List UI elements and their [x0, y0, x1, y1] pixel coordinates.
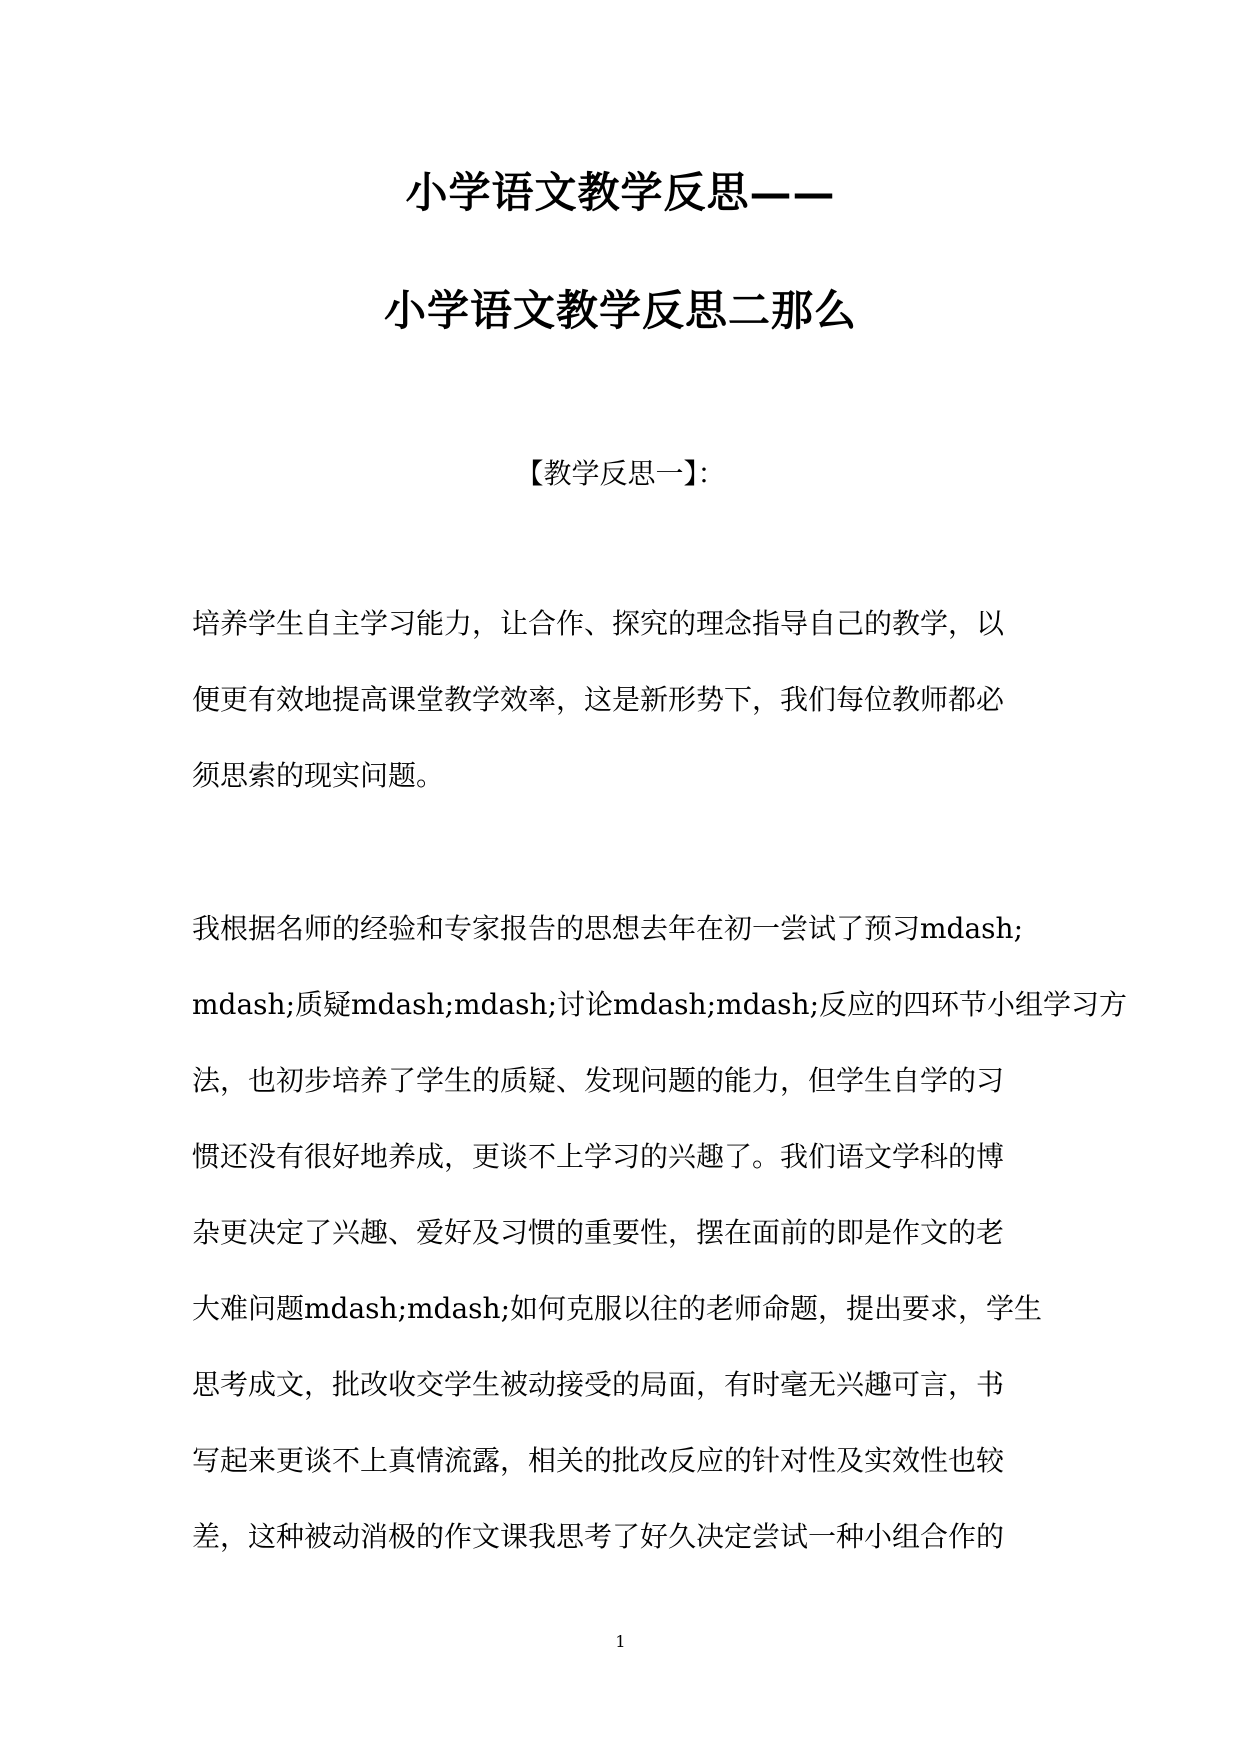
paragraph-line: 便更有效地提高课堂教学效率，这是新形势下，我们每位教师都必: [192, 683, 1005, 716]
document-title-line-1: 小学语文教学反思——: [405, 168, 836, 217]
paragraph-line: 差，这种被动消极的作文课我思考了好久决定尝试一种小组合作的: [192, 1520, 1005, 1553]
paragraph-line: 培养学生自主学习能力，让合作、探究的理念指导自己的教学，以: [192, 607, 1005, 640]
paragraph-line: mdash;质疑mdash;mdash;讨论mdash;mdash;反应的四环节小组学习方: [192, 988, 1128, 1021]
paragraph-line: 思考成文，批改收交学生被动接受的局面，有时毫无兴趣可言，书: [192, 1368, 1005, 1401]
paragraph-line: 大难问题mdash;mdash;如何克服以往的老师命题，提出要求，学生: [192, 1292, 1043, 1325]
paragraph-2: [192, 891, 1128, 1575]
page-number: 1: [615, 1632, 626, 1651]
document-title-line-2: 小学语文教学反思二那么: [383, 286, 857, 335]
paragraph-line: 写起来更谈不上真情流露，相关的批改反应的针对性及实效性也较: [192, 1444, 1005, 1477]
paragraph-line: 惯还没有很好地养成，更谈不上学习的兴趣了。我们语文学科的博: [192, 1140, 1005, 1173]
paragraph-line: 我根据名师的经验和专家报告的思想去年在初一尝试了预习mdash;: [192, 912, 1024, 945]
paragraph-line: 须思索的现实问题。: [192, 759, 445, 792]
paragraph-1: [192, 586, 1052, 814]
paragraph-line: 法，也初步培养了学生的质疑、发现问题的能力，但学生自学的习: [192, 1064, 1005, 1097]
paragraph-line: 杂更决定了兴趣、爱好及习惯的重要性，摆在面前的即是作文的老: [192, 1216, 1005, 1249]
section-heading: 【教学反思一】：: [515, 457, 726, 490]
